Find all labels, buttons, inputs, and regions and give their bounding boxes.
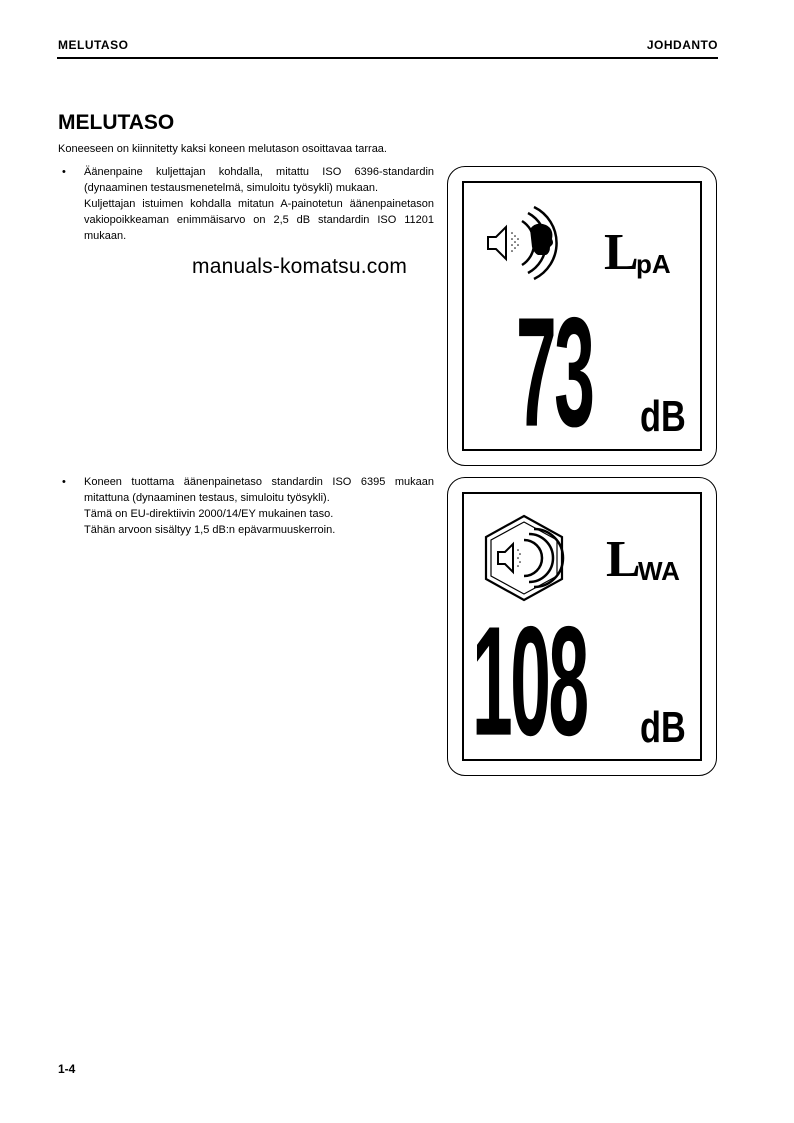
label-unit: dB xyxy=(640,392,686,441)
operator-ear-speaker-icon xyxy=(484,203,574,283)
bullet-paragraph: Tähän arvoon sisältyy 1,5 dB:n epävarmuuskerroin. xyxy=(84,524,336,536)
label-value: 108 xyxy=(472,594,587,769)
header-section-name: MELUTASO xyxy=(58,38,129,52)
label-value: 73 xyxy=(516,285,593,460)
section-title: MELUTASO xyxy=(58,111,175,134)
bullet-paragraph: Koneen tuottama äänenpainetaso standardin ISO 6395 mukaan mitattuna (dynaaminen testaus, simuloitu työsykli). xyxy=(84,476,434,504)
bullet-paragraph: Äänenpaine kuljettajan kohdalla, mitattu ISO 6396-standardin (dynaaminen testausmenetelmä, simuloitu työsykli) mukaan. xyxy=(84,166,434,194)
bullet-marker: • xyxy=(62,166,66,178)
bullet-machine-sound-power xyxy=(62,474,434,538)
noise-label-lpa xyxy=(447,166,717,466)
label-symbol: L xyxy=(606,531,641,588)
label-subscript: pA xyxy=(636,249,671,279)
label-inner-frame xyxy=(462,492,702,769)
page-number: 1-4 xyxy=(58,1062,76,1076)
bullet-operator-sound-pressure xyxy=(62,164,434,244)
hexagon-speaker-icon xyxy=(478,512,570,604)
label-subscript: WA xyxy=(638,556,680,586)
header-chapter-name: JOHDANTO xyxy=(646,38,718,52)
bullet-paragraph: Tämä on EU-direktiivin 2000/14/EY mukainen taso. xyxy=(84,508,334,520)
bullet-paragraph: Kuljettajan istuimen kohdalla mitatun A-painotetun äänenpainetason vakiopoikkeaman enimmäisarvo on 2,5 dB standardin ISO 11201 mukaan. xyxy=(84,198,434,242)
label-symbol: L xyxy=(604,224,639,281)
intro-text: Koneeseen on kiinnitetty kaksi koneen melutason osoittavaa tarraa. xyxy=(58,143,387,155)
header-divider xyxy=(57,57,718,59)
noise-label-lwa xyxy=(447,477,717,776)
bullet-marker: • xyxy=(62,476,66,488)
watermark-text: manuals-komatsu.com xyxy=(192,255,408,278)
label-inner-frame xyxy=(462,181,702,460)
label-unit: dB xyxy=(640,703,686,752)
